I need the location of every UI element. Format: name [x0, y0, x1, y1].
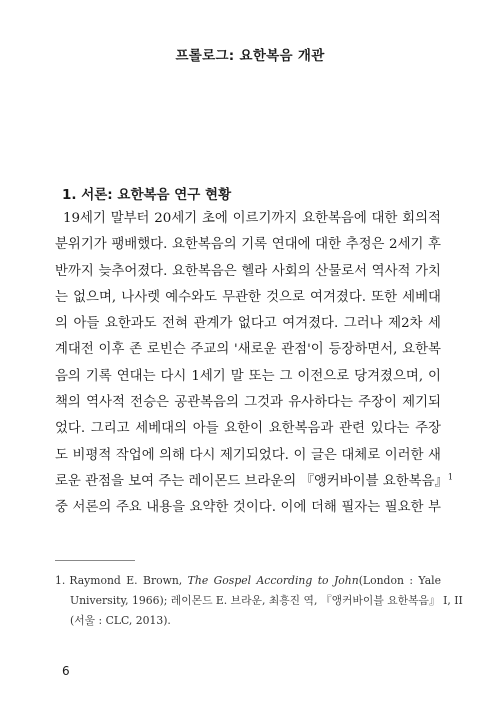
body-line: 중 서론의 주요 내용을 요약한 것이다. 이에 더해 필자는 필요한 부: [55, 500, 441, 516]
footnote: [55, 571, 463, 631]
chapter-title: 프롤로그: 요한복음 개관: [175, 48, 325, 64]
body-line: 음의 기록 연대는 다시 1세기 말 또는 그 이전으로 당겨졌으며, 이: [55, 368, 441, 384]
body-line: 계대전 이후 존 로빈슨 주교의 '새로운 관점'이 등장하면서, 요한복: [55, 342, 441, 358]
footnote-divider: [55, 560, 135, 561]
footnote-line: (서울 : CLC, 2013).: [70, 614, 171, 627]
footnote-publisher: (London : Yale: [358, 574, 441, 587]
footnote-book-title: The Gospel According to John: [187, 574, 359, 587]
body-line: 도 비평적 작업에 의해 다시 제기되었다. 이 글은 대체로 이러한 새: [55, 447, 441, 463]
footnote-line: University, 1966); 레이몬드 E. 브라운, 최흥진 역, 『앵커바이블 요한복음』 I, II: [70, 594, 463, 607]
body-line: 책의 역사적 전승은 공관복음의 그것과 유사하다는 주장이 제기되: [55, 395, 441, 411]
footnote-author: Raymond E. Brown,: [69, 574, 188, 587]
body-line: 는 없으며, 나사렛 예수와도 무관한 것으로 여겨졌다. 또한 세베대: [55, 289, 441, 305]
body-line: 의 아들 요한과도 전혀 관계가 없다고 여겨졌다. 그러나 제2차 세: [55, 316, 441, 332]
footnote-number: 1.: [55, 574, 66, 587]
body-line: 었다. 그리고 세베대의 아들 요한이 요한복음과 관련 있다는 주장: [55, 421, 441, 437]
footnote-line: [55, 571, 441, 591]
page-number: 6: [62, 664, 70, 678]
body-line: 반까지 늦추어졌다. 요한복음은 헬라 사회의 산물로서 역사적 가치: [55, 263, 441, 279]
body-line-text: 로운 관점을 보여 주는 레이몬드 브라운의 『앵커바이블 요한복음』: [55, 473, 448, 489]
body-text: [55, 206, 453, 522]
section-heading: 1. 서론: 요한복음 연구 현황: [62, 187, 232, 203]
body-line: 19세기 말부터 20세기 초에 이르기까지 요한복음에 대한 회의적: [63, 211, 441, 226]
body-line: 분위기가 팽배했다. 요한복음의 기록 연대에 대한 추정은 2세기 후: [55, 237, 441, 253]
body-line: [55, 469, 453, 495]
footnote-reference: 1: [447, 472, 453, 482]
